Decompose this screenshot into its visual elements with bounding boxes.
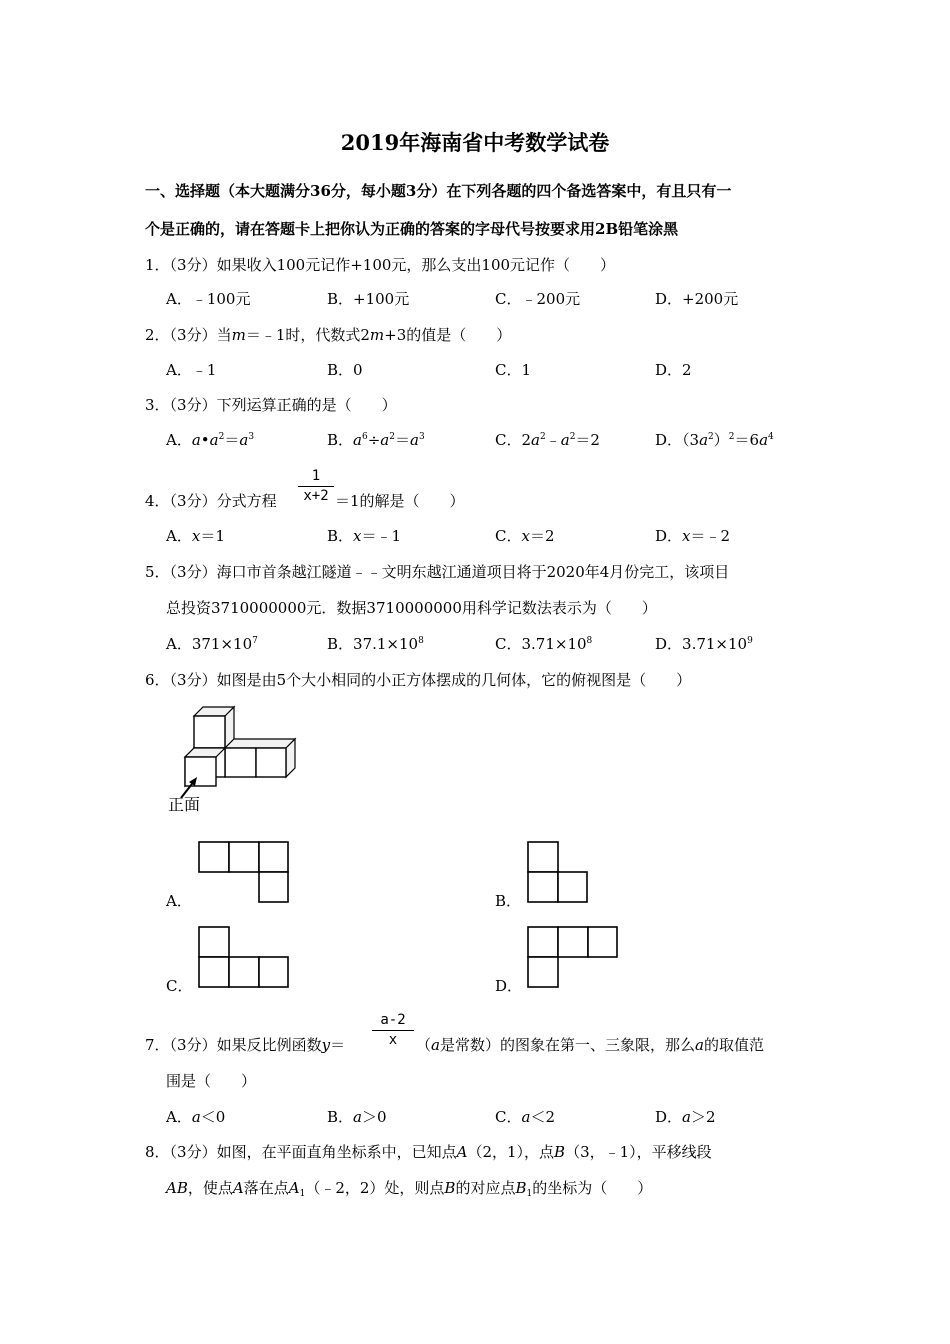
section-header-line1: 一、选择题（本大题满分36分，每小题3分）在下列各题的四个备选答案中，有且只有一 bbox=[145, 182, 732, 200]
cube-front-face bbox=[225, 748, 256, 777]
q6-option-b-grid bbox=[527, 841, 589, 903]
grid-cell bbox=[558, 872, 587, 902]
q6-option-b-label: B． bbox=[495, 892, 522, 910]
q7-stem-pre: 7．（3分）如果反比例函数y＝ bbox=[145, 1036, 346, 1054]
q7-option-b: B．a＞0 bbox=[327, 1108, 387, 1126]
q4-fraction-denominator: x+2 bbox=[303, 488, 329, 504]
q2-option-c: C．1 bbox=[495, 361, 532, 379]
q7-option-d: D．a＞2 bbox=[655, 1108, 716, 1126]
q5-stem-line2: 总投资3710000000元．数据3710000000用科学记数法表示为（ ） bbox=[166, 599, 657, 617]
q7-fraction bbox=[372, 1013, 414, 1047]
q3-stem: 3．（3分）下列运算正确的是（ ） bbox=[145, 396, 397, 414]
grid-cell bbox=[528, 872, 558, 902]
q2-stem: 2．（3分）当m＝﹣1时，代数式2m+3的值是（ ） bbox=[145, 326, 512, 344]
q2-option-b: B．0 bbox=[327, 361, 363, 379]
grid-cell bbox=[259, 957, 288, 987]
q1-option-c: C．﹣200元 bbox=[495, 290, 581, 308]
q8-stem-line2: AB，使点A落在点$A_1(﹣2$，2）处，则点B的对应点$B_1$的坐标为（ ） bbox=[166, 1179, 653, 1199]
q3-option-d: D．$(3a^2)^2=6a^4$ bbox=[655, 431, 774, 449]
q5-option-a: A．$371\times 10^7$ bbox=[166, 635, 258, 653]
q6-option-a-label: A． bbox=[166, 892, 192, 910]
q3-option-c: C．$2a^2﹣a^2=2$ bbox=[495, 431, 600, 449]
q1-option-a: A．﹣100元 bbox=[166, 290, 251, 308]
q4-option-a: A．x＝1 bbox=[166, 527, 225, 545]
q1-option-b: B．+100元 bbox=[327, 290, 410, 308]
grid-cell bbox=[199, 927, 229, 957]
q5-option-b: B．$37.1\times 10^8$ bbox=[327, 635, 424, 653]
q3-option-b: B．$a^6\div a^2=a^3$ bbox=[327, 431, 425, 449]
q5-option-d: D．$3.71\times 10^9$ bbox=[655, 635, 753, 653]
q7-fraction-numerator: a-2 bbox=[380, 1012, 406, 1028]
q7-stem-post: （a是常数）的图象在第一、三象限，那么a的取值范 bbox=[416, 1036, 764, 1054]
q3-option-a: A．$a•a^2=a^3$ bbox=[166, 431, 255, 449]
q4-stem-pre: 4．（3分）分式方程 bbox=[145, 492, 277, 510]
section-header-line2: 个是正确的，请在答题卡上把你认为正确的答案的字母代号按要求用2B铅笔涂黑 bbox=[145, 220, 679, 238]
grid-cell bbox=[259, 872, 288, 902]
grid-cell bbox=[199, 842, 229, 872]
q4-option-c: C．x＝2 bbox=[495, 527, 555, 545]
fraction-bar bbox=[298, 486, 334, 487]
q4-option-b: B．x＝﹣1 bbox=[327, 527, 402, 545]
fraction-bar bbox=[372, 1030, 414, 1031]
grid-cell bbox=[588, 927, 617, 957]
q1-stem: 1．（3分）如果收入100元记作+100元，那么支出100元记作（ ） bbox=[145, 256, 616, 274]
grid-cell bbox=[558, 927, 588, 957]
cube-front-face bbox=[194, 716, 225, 748]
grid-cell bbox=[528, 927, 558, 957]
q2-option-a: A．﹣1 bbox=[166, 361, 217, 379]
q6-option-d-label: D． bbox=[495, 977, 523, 995]
q4-fraction bbox=[298, 469, 334, 503]
q5-stem-line1: 5．（3分）海口市首条越江隧道﹣﹣文明东越江通道项目将于2020年4月份完工，该项目 bbox=[145, 563, 730, 581]
q6-option-c-label: C． bbox=[166, 977, 193, 995]
q4-fraction-numerator: 1 bbox=[311, 468, 321, 484]
q4-option-d: D．x＝﹣2 bbox=[655, 527, 731, 545]
q8-stem-line1: 8．（3分）如图，在平面直角坐标系中，已知点A（2，1），点B（3，﹣1），平移线段 bbox=[145, 1143, 712, 1161]
q7-option-a: A．a＜0 bbox=[166, 1108, 226, 1126]
front-label: 正面 bbox=[168, 795, 201, 814]
cube-row-top bbox=[225, 739, 295, 748]
q4-stem-post: ＝1的解是（ ） bbox=[335, 492, 465, 510]
grid-cell bbox=[229, 842, 259, 872]
q6-stem: 6．（3分）如图是由5个大小相同的小正方体摆成的几何体，它的俯视图是（ ） bbox=[145, 671, 692, 689]
q7-option-c: C．a＜2 bbox=[495, 1108, 555, 1126]
q7-stem-line2: 围是（ ） bbox=[166, 1072, 257, 1090]
grid-cell bbox=[199, 957, 229, 987]
q6-option-a-grid bbox=[198, 841, 290, 903]
grid-cell bbox=[528, 957, 558, 987]
grid-cell bbox=[229, 957, 259, 987]
q1-option-d: D．+200元 bbox=[655, 290, 739, 308]
q2-option-d: D．2 bbox=[655, 361, 692, 379]
q7-fraction-denominator: x bbox=[388, 1032, 398, 1048]
q5-option-c: C．$3.71\times 10^8$ bbox=[495, 635, 593, 653]
cube-front-face bbox=[256, 748, 286, 777]
grid-cell bbox=[528, 842, 558, 872]
page-title: 2019年海南省中考数学试卷 bbox=[340, 130, 610, 155]
grid-cell bbox=[259, 842, 288, 872]
q6-option-d-grid bbox=[527, 926, 619, 988]
q6-option-c-grid bbox=[198, 926, 290, 988]
